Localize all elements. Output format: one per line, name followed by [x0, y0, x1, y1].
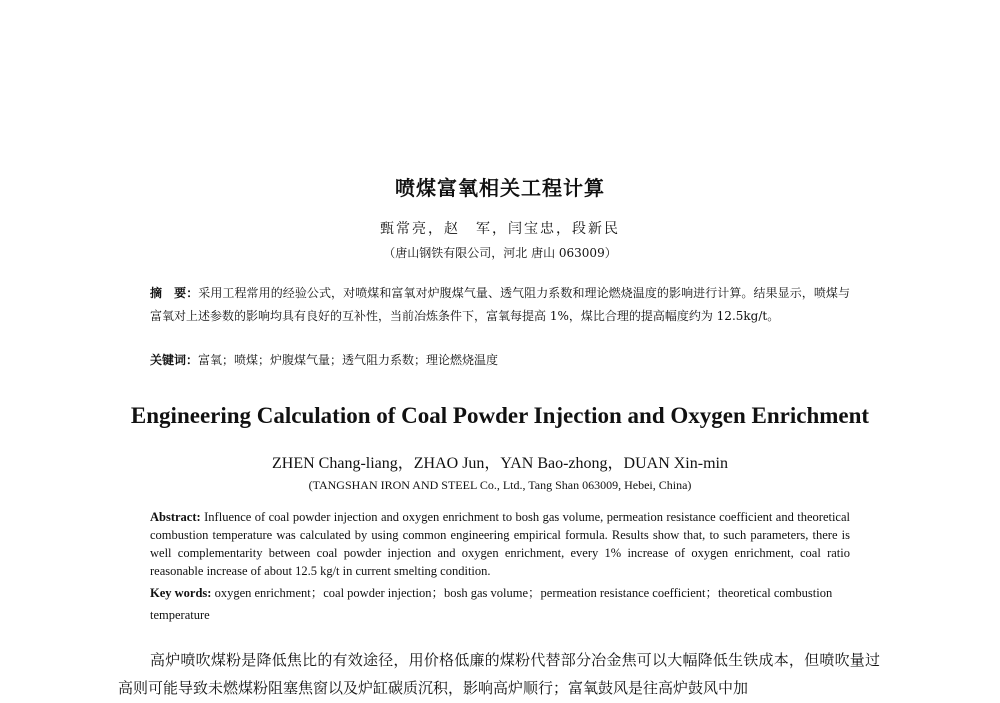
chinese-abstract-label: 摘 要：: [150, 286, 199, 300]
chinese-abstract: [150, 282, 850, 328]
english-abstract-text: Influence of coal powder injection and oxygen enrichment to bosh gas volume, permeation resistance coefficient and theoretical combustion temperature was calculated by using common engineering empirical formula. Results show that, to such parameters, there is well complementarity between coal powder injection and oxygen enrichment, every 1% increase of oxygen enrichment, coal ratio reasonable increase of about 12.5 kg/t in current smelting condition.: [150, 510, 851, 578]
english-keywords-text: oxygen enrichment；coal powder injection；bosh gas volume；permeation resistance coefficient；theoretical combustion temperature: [150, 586, 833, 622]
english-authors: ZHEN Chang-liang，ZHAO Jun，YAN Bao-zhong，DUAN Xin-min: [272, 455, 728, 472]
chinese-authors: 甄常亮，赵 军，闫宝忠，段新民: [380, 221, 620, 237]
chinese-keywords: [150, 349, 850, 372]
chinese-affiliation: （唐山钢铁有限公司，河北 唐山 063009）: [383, 246, 617, 260]
chinese-keywords-text: 富氧；喷煤；炉腹煤气量；透气阻力系数；理论燃烧温度: [198, 353, 499, 367]
english-abstract-label: Abstract:: [150, 510, 201, 524]
english-keywords-label: Key words:: [150, 586, 212, 600]
english-title: Engineering Calculation of Coal Powder Injection and Oxygen Enrichment: [130, 403, 870, 428]
body-paragraph: 高炉喷吹煤粉是降低焦比的有效途径，用价格低廉的煤粉代替部分冶金焦可以大幅降低生铁成本，但喷吹量过高则可能导致未燃煤粉阻塞焦窗以及炉缸碳质沉积，影响高炉顺行；富氧鼓风是往高炉鼓风中加: [118, 651, 880, 697]
chinese-keywords-label: 关键词：: [150, 353, 199, 367]
chinese-title: 喷煤富氧相关工程计算: [395, 176, 605, 200]
english-affiliation: (TANGSHAN IRON AND STEEL Co., Ltd., Tang Shan 063009, Hebei, China): [308, 478, 692, 492]
english-abstract: [150, 508, 850, 580]
english-keywords: [150, 582, 850, 626]
chinese-abstract-text: 采用工程常用的经验公式，对喷煤和富氧对炉腹煤气量、透气阻力系数和理论燃烧温度的影响进行计算。结果显示，喷煤与富氧对上述参数的影响均具有良好的互补性，当前冶炼条件下，富氧每提高 1%，煤比合理的提高幅度约为 12.5kg/t。: [150, 286, 850, 323]
